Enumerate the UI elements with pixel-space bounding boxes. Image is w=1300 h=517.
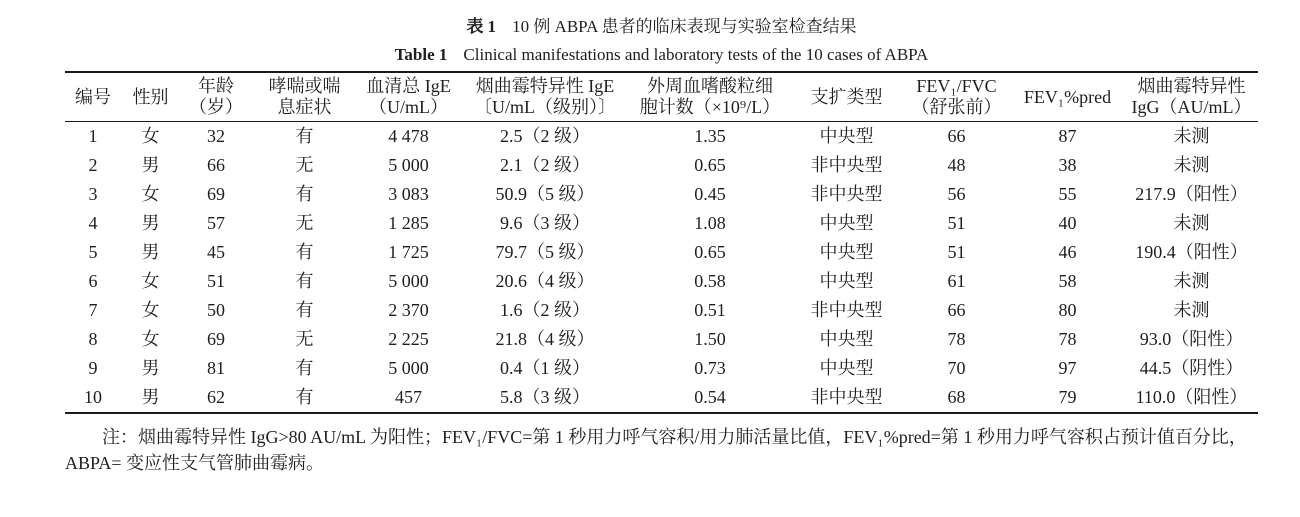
cell-af-specific-igg: 未测 bbox=[1173, 213, 1210, 233]
header-bronchiectasis-type bbox=[790, 72, 903, 122]
table-title-cn: 10 例 ABPA 患者的临床表现与实验室检查结果 bbox=[512, 17, 857, 36]
cell-af-specific-igg: 未测 bbox=[1173, 155, 1210, 175]
table-row bbox=[65, 296, 1258, 325]
cell-age: 32 bbox=[207, 126, 225, 146]
cell-af-specific-ige: 1.6（2 级） bbox=[500, 300, 590, 320]
cell-bronchiectasis-type: 非中央型 bbox=[810, 155, 883, 175]
cell-eosinophil-count: 0.54 bbox=[630, 383, 790, 413]
cell-bronchiectasis-type: 非中央型 bbox=[810, 300, 883, 320]
cell-af-specific-ige: 50.9（5 级） bbox=[495, 184, 595, 204]
cell-sex: 女 bbox=[141, 329, 160, 349]
table-label-cn: 表 1 bbox=[466, 17, 497, 36]
cell-case-number: 2 bbox=[88, 155, 98, 175]
header-fev1-pred-line1: FEV₁%pred bbox=[1023, 86, 1112, 107]
table-row bbox=[65, 267, 1258, 296]
cell-case-number: 1 bbox=[88, 126, 98, 146]
cell-age: 45 bbox=[207, 242, 225, 262]
header-case-number bbox=[65, 72, 121, 122]
cell-eosinophil-count: 0.45 bbox=[694, 184, 726, 204]
table-row bbox=[65, 209, 1258, 238]
cell-fev1-pred: 97 bbox=[1058, 358, 1077, 378]
header-asthma-symptoms-line1: 哮喘或喘 bbox=[268, 76, 341, 96]
cell-eosinophil-count: 0.58 bbox=[694, 271, 726, 291]
header-af-specific-ige-line2: 〔U/mL（级别）〕 bbox=[474, 97, 616, 117]
cell-asthma-symptoms: 有 bbox=[295, 300, 314, 320]
header-af-specific-ige-line1: 烟曲霉特异性 IgE bbox=[475, 76, 615, 96]
cell-af-specific-igg: 93.0（阳性） bbox=[1139, 329, 1244, 349]
cell-case-number: 4 bbox=[88, 213, 98, 233]
cell-bronchiectasis-type: 非中央型 bbox=[810, 184, 883, 204]
cell-sex: 男 bbox=[141, 155, 160, 175]
cell-asthma-symptoms: 有 bbox=[295, 184, 314, 204]
header-af-specific-igg bbox=[1125, 72, 1258, 122]
cell-asthma-symptoms: 有 bbox=[295, 358, 314, 378]
cell-fev1-pred: 38 bbox=[1058, 155, 1077, 175]
table-row bbox=[65, 151, 1258, 180]
cell-age: 51 bbox=[207, 271, 225, 291]
cell-case-number: 8 bbox=[88, 329, 98, 349]
cell-age: 57 bbox=[207, 213, 225, 233]
cell-age: 81 bbox=[207, 358, 225, 378]
cell-sex: 女 bbox=[141, 126, 160, 146]
cell-fev1-pred: 87 bbox=[1058, 126, 1077, 146]
cell-case-number: 10 bbox=[65, 383, 121, 413]
cell-age: 62 bbox=[180, 383, 252, 413]
cell-fev1-pred: 58 bbox=[1058, 271, 1077, 291]
cell-asthma-symptoms: 有 bbox=[295, 271, 314, 291]
table-caption-en bbox=[65, 44, 1258, 66]
cell-asthma-symptoms: 有 bbox=[295, 126, 314, 146]
cell-fev1-fvc: 48 bbox=[947, 155, 966, 175]
header-asthma-symptoms bbox=[252, 72, 357, 122]
cell-af-specific-igg: 未测 bbox=[1173, 126, 1210, 146]
header-af-specific-igg-line1: 烟曲霉特异性 bbox=[1137, 76, 1246, 96]
cell-eosinophil-count: 0.65 bbox=[694, 155, 726, 175]
cell-case-number: 9 bbox=[88, 358, 98, 378]
cell-case-number: 7 bbox=[88, 300, 98, 320]
header-total-ige bbox=[357, 72, 460, 122]
cell-bronchiectasis-type: 中央型 bbox=[819, 358, 874, 378]
cell-case-number: 6 bbox=[88, 271, 98, 291]
table-row bbox=[65, 122, 1258, 152]
cell-age: 50 bbox=[207, 300, 225, 320]
header-age-line2: （岁） bbox=[189, 97, 243, 117]
cell-fev1-fvc: 78 bbox=[947, 329, 966, 349]
cell-case-number: 3 bbox=[88, 184, 98, 204]
cell-fev1-fvc: 66 bbox=[947, 126, 966, 146]
header-age-line1: 年龄 bbox=[198, 76, 234, 96]
header-fev1-fvc bbox=[903, 72, 1010, 122]
cell-fev1-pred: 78 bbox=[1058, 329, 1077, 349]
cell-asthma-symptoms: 无 bbox=[295, 329, 314, 349]
header-af-specific-igg-line2: IgG（AU/mL） bbox=[1131, 97, 1252, 117]
cell-total-ige: 4 478 bbox=[388, 126, 429, 146]
cell-af-specific-ige: 21.8（4 级） bbox=[495, 329, 595, 349]
cell-fev1-pred: 46 bbox=[1058, 242, 1077, 262]
cell-fev1-fvc: 61 bbox=[947, 271, 966, 291]
cell-eosinophil-count: 1.35 bbox=[694, 126, 726, 146]
header-age bbox=[180, 72, 252, 122]
cell-asthma-symptoms: 无 bbox=[295, 213, 314, 233]
cell-af-specific-ige: 20.6（4 级） bbox=[495, 271, 595, 291]
cell-bronchiectasis-type: 中央型 bbox=[819, 126, 874, 146]
header-total-ige-line2: （U/mL） bbox=[369, 97, 448, 117]
cell-total-ige: 1 725 bbox=[388, 242, 429, 262]
cell-case-number: 5 bbox=[88, 242, 98, 262]
cell-af-specific-igg: 110.0（阳性） bbox=[1125, 383, 1258, 413]
header-sex bbox=[121, 72, 180, 122]
cell-fev1-fvc: 66 bbox=[947, 300, 966, 320]
cell-total-ige: 2 370 bbox=[388, 300, 429, 320]
cell-total-ige: 5 000 bbox=[388, 155, 429, 175]
cell-fev1-fvc: 68 bbox=[903, 383, 1010, 413]
cell-sex: 男 bbox=[121, 383, 180, 413]
cell-asthma-symptoms: 有 bbox=[252, 383, 357, 413]
table-row bbox=[65, 238, 1258, 267]
header-eosinophil-count-line2: 胞计数（×10⁹/L） bbox=[639, 97, 781, 117]
header-sex-line1: 性别 bbox=[132, 86, 169, 107]
header-asthma-symptoms-line2: 息症状 bbox=[277, 97, 332, 117]
cell-asthma-symptoms: 有 bbox=[295, 242, 314, 262]
table-row bbox=[65, 383, 1258, 413]
cell-fev1-fvc: 56 bbox=[947, 184, 966, 204]
cell-eosinophil-count: 0.73 bbox=[694, 358, 726, 378]
header-bronchiectasis-type-line1: 支扩类型 bbox=[810, 86, 883, 107]
cell-af-specific-ige: 9.6（3 级） bbox=[500, 213, 590, 233]
cell-bronchiectasis-type: 中央型 bbox=[819, 329, 874, 349]
header-fev1-pred bbox=[1010, 72, 1125, 122]
header-eosinophil-count bbox=[630, 72, 790, 122]
table-title-en: Clinical manifestations and laboratory tests of the 10 cases of ABPA bbox=[463, 45, 929, 64]
cell-af-specific-igg: 44.5（阴性） bbox=[1139, 358, 1244, 378]
data-table bbox=[65, 71, 1258, 414]
cell-af-specific-ige: 2.1（2 级） bbox=[500, 155, 590, 175]
table-header-row bbox=[65, 72, 1258, 122]
header-fev1-fvc-line2: （舒张前） bbox=[911, 97, 1002, 117]
cell-bronchiectasis-type: 中央型 bbox=[819, 242, 874, 262]
cell-fev1-pred: 40 bbox=[1058, 213, 1077, 233]
cell-bronchiectasis-type: 中央型 bbox=[819, 213, 874, 233]
cell-total-ige: 457 bbox=[357, 383, 460, 413]
header-eosinophil-count-line1: 外周血嗜酸粒细 bbox=[647, 76, 773, 96]
cell-sex: 男 bbox=[141, 213, 160, 233]
cell-eosinophil-count: 1.08 bbox=[694, 213, 726, 233]
header-case-number-line1: 编号 bbox=[75, 86, 111, 107]
cell-sex: 女 bbox=[141, 184, 160, 204]
table-label-en: Table 1 bbox=[394, 45, 448, 64]
cell-total-ige: 3 083 bbox=[388, 184, 429, 204]
cell-total-ige: 2 225 bbox=[388, 329, 429, 349]
table-row bbox=[65, 354, 1258, 383]
table-caption-cn bbox=[65, 16, 1258, 38]
table-note-line-1: 注：烟曲霉特异性 IgG>80 AU/mL 为阳性；FEV₁/FVC=第 1 秒用力呼气容积/用力肺活量比值，FEV₁%pred=第 1 秒用力呼气容积占预计值百分比， bbox=[102, 427, 1247, 447]
cell-sex: 男 bbox=[141, 242, 160, 262]
cell-af-specific-ige: 2.5（2 级） bbox=[500, 126, 590, 146]
cell-age: 69 bbox=[207, 329, 225, 349]
cell-fev1-pred: 79 bbox=[1010, 383, 1125, 413]
header-fev1-fvc-line1: FEV₁/FVC bbox=[916, 76, 997, 96]
header-af-specific-ige bbox=[460, 72, 630, 122]
cell-fev1-fvc: 70 bbox=[947, 358, 966, 378]
cell-total-ige: 5 000 bbox=[388, 271, 429, 291]
cell-bronchiectasis-type: 中央型 bbox=[819, 271, 874, 291]
cell-eosinophil-count: 1.50 bbox=[694, 329, 726, 349]
header-total-ige-line1: 血清总 IgE bbox=[366, 76, 451, 96]
table-row bbox=[65, 180, 1258, 209]
cell-af-specific-ige: 79.7（5 级） bbox=[495, 242, 595, 262]
cell-age: 69 bbox=[207, 184, 225, 204]
cell-af-specific-igg: 未测 bbox=[1173, 271, 1210, 291]
cell-eosinophil-count: 0.65 bbox=[694, 242, 726, 262]
cell-total-ige: 1 285 bbox=[388, 213, 429, 233]
table-row bbox=[65, 325, 1258, 354]
cell-sex: 女 bbox=[141, 300, 160, 320]
cell-asthma-symptoms: 无 bbox=[295, 155, 314, 175]
cell-total-ige: 5 000 bbox=[388, 358, 429, 378]
cell-af-specific-igg: 未测 bbox=[1173, 300, 1210, 320]
cell-sex: 女 bbox=[141, 271, 160, 291]
table-note-line-2: ABPA= 变应性支气管肺曲霉病。 bbox=[65, 453, 325, 473]
cell-af-specific-ige: 5.8（3 级） bbox=[460, 383, 630, 413]
cell-age: 66 bbox=[207, 155, 225, 175]
cell-fev1-fvc: 51 bbox=[947, 213, 966, 233]
cell-fev1-pred: 55 bbox=[1058, 184, 1077, 204]
cell-fev1-pred: 80 bbox=[1058, 300, 1077, 320]
cell-af-specific-igg: 217.9（阳性） bbox=[1135, 184, 1248, 204]
cell-af-specific-ige: 0.4（1 级） bbox=[500, 358, 590, 378]
cell-bronchiectasis-type: 非中央型 bbox=[790, 383, 903, 413]
cell-fev1-fvc: 51 bbox=[947, 242, 966, 262]
table-note bbox=[65, 424, 1258, 476]
cell-sex: 男 bbox=[141, 358, 160, 378]
cell-af-specific-igg: 190.4（阳性） bbox=[1135, 242, 1248, 262]
cell-eosinophil-count: 0.51 bbox=[694, 300, 726, 320]
